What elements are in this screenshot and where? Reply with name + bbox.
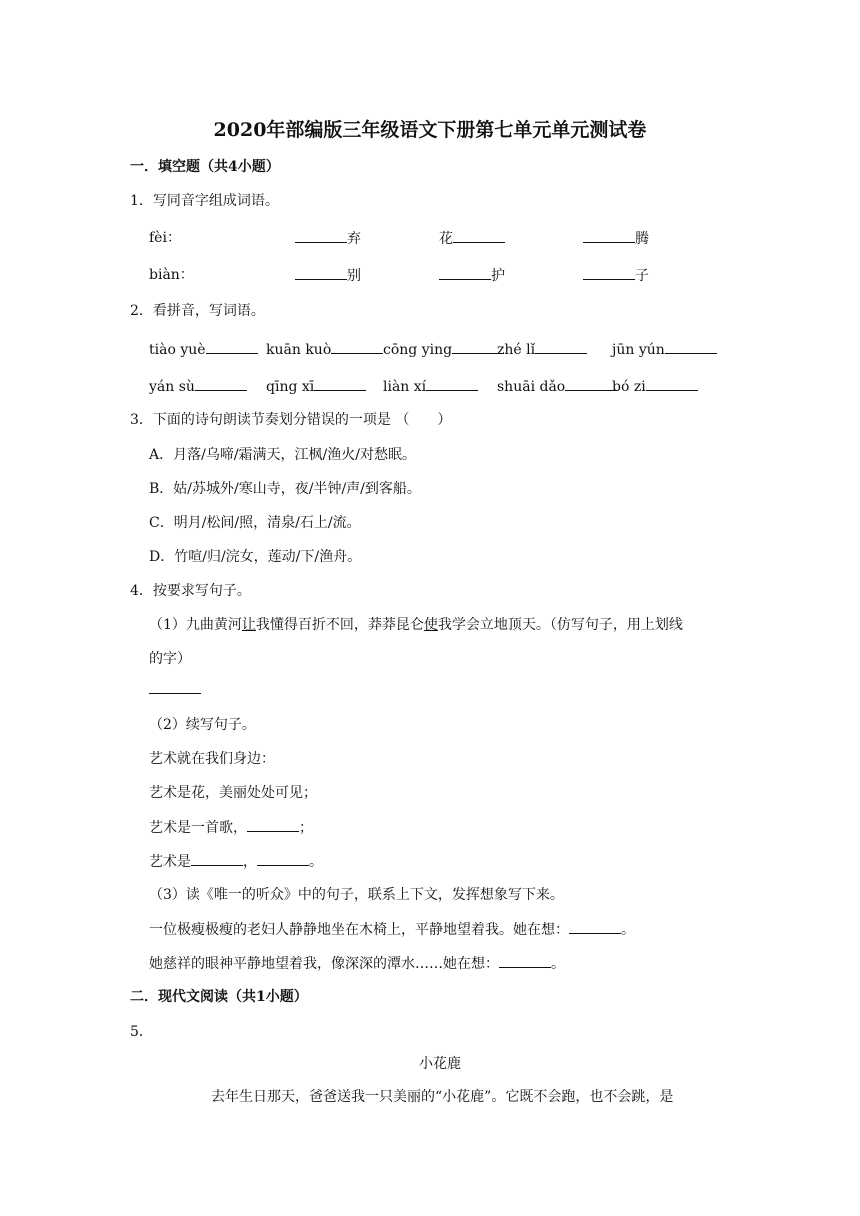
q5-number: 5． [130, 1024, 153, 1040]
q2-r2-item4: shuāi dǎo [497, 377, 617, 396]
answer-blank[interactable] [206, 340, 258, 354]
answer-blank[interactable] [535, 340, 587, 354]
answer-blank[interactable] [247, 818, 299, 832]
q3-option-d[interactable]: D．竹喧/归/浣女，莲动/下/渔舟。 [149, 549, 362, 565]
q2-r2-item2: qīng xī [266, 377, 366, 396]
q2-r1-item5: jūn yún [612, 340, 717, 359]
answer-blank[interactable] [331, 340, 383, 354]
q2-r2-item1: yán sù [149, 377, 247, 396]
q4-part2-line4: 艺术是 ， 。 [149, 854, 323, 870]
answer-blank[interactable] [426, 377, 478, 391]
q2-r1-item4: zhé lǐ [497, 340, 587, 359]
q4-part1-answer [149, 680, 201, 699]
answer-blank[interactable] [191, 852, 243, 866]
answer-blank[interactable] [295, 266, 347, 280]
answer-blank[interactable] [439, 266, 491, 280]
q4-part1-cont: 的字） [149, 651, 191, 667]
answer-blank[interactable] [583, 266, 635, 280]
q2-r1-item2: kuān kuò [266, 340, 383, 359]
q1-row1-cell2: 花 [439, 229, 505, 248]
answer-blank[interactable] [314, 377, 366, 391]
answer-blank[interactable] [195, 377, 247, 391]
q3-option-b[interactable]: B．姑/苏城外/寒山寺，夜/半钟/声/到客船。 [149, 481, 421, 497]
q4-part2-line3: 艺术是一首歌， ； [149, 820, 313, 836]
q4-part2-line1: 艺术就在我们身边： [149, 751, 275, 767]
answer-blank[interactable] [453, 229, 505, 243]
q1-row1-cell3: 腾 [583, 229, 649, 248]
q4-part3-line2: 她慈祥的眼神平静地望着我，像深深的潭水……她在想： 。 [149, 956, 565, 972]
answer-blank[interactable] [149, 680, 201, 694]
q2-r1-item1: tiào yuè [149, 340, 258, 359]
story-title: 小花鹿 [419, 1056, 461, 1072]
q1-row2-cell1: 别 [295, 266, 361, 285]
q2-r2-item5: bó zi [612, 377, 698, 396]
answer-blank[interactable] [569, 920, 621, 934]
q3-option-c[interactable]: C．明月/松间/照，清泉/石上/流。 [149, 515, 361, 531]
q4-prompt: 4．按要求写句子。 [130, 583, 251, 599]
page-title: 2020年部编版三年级语文下册第七单元单元测试卷 [213, 119, 647, 141]
q1-row2-cell3: 子 [583, 266, 649, 285]
answer-blank[interactable] [583, 229, 635, 243]
q4-part2-line2: 艺术是花，美丽处处可见； [149, 785, 317, 801]
q2-r1-item3: cōng ying [383, 340, 504, 359]
q3-prompt: 3．下面的诗句朗读节奏划分错误的一项是 （ ） [130, 412, 452, 428]
answer-blank[interactable] [257, 852, 309, 866]
q4-part2: （2）续写句子。 [149, 717, 256, 733]
answer-blank[interactable] [295, 229, 347, 243]
q1-row2-pinyin: biàn： [149, 267, 194, 283]
q4-part3-line1: 一位极瘦极瘦的老妇人静静地坐在木椅上，平静地望着我。她在想： 。 [149, 922, 635, 938]
q3-option-a[interactable]: A．月落/乌啼/霜满天，江枫/渔火/对愁眠。 [149, 447, 416, 463]
q4-part1: （1）九曲黄河让我懂得百折不回，莽莽昆仑使我学会立地顶天。（仿写句子，用上划线 [149, 617, 683, 633]
q2-prompt: 2．看拼音，写词语。 [130, 303, 265, 319]
section-1-heading: 一．填空题（共4小题） [130, 159, 280, 175]
answer-blank[interactable] [646, 377, 698, 391]
q1-prompt: 1．写同音字组成词语。 [130, 193, 279, 209]
story-line-1: 去年生日那天，爸爸送我一只美丽的“小花鹿”。它既不会跑，也不会跳，是 [211, 1089, 674, 1105]
section-2-heading: 二．现代文阅读（共1小题） [130, 989, 308, 1005]
q1-row1-pinyin: fèi： [149, 230, 181, 246]
answer-blank[interactable] [499, 954, 551, 968]
q1-row2-cell2: 护 [439, 266, 505, 285]
q1-row1-cell1: 弃 [295, 229, 361, 248]
answer-blank[interactable] [665, 340, 717, 354]
q2-r2-item3: liàn xí [383, 377, 478, 396]
answer-blank[interactable] [565, 377, 617, 391]
q4-part3: （3）读《唯一的听众》中的句子，联系上下文，发挥想象写下来。 [149, 887, 564, 903]
